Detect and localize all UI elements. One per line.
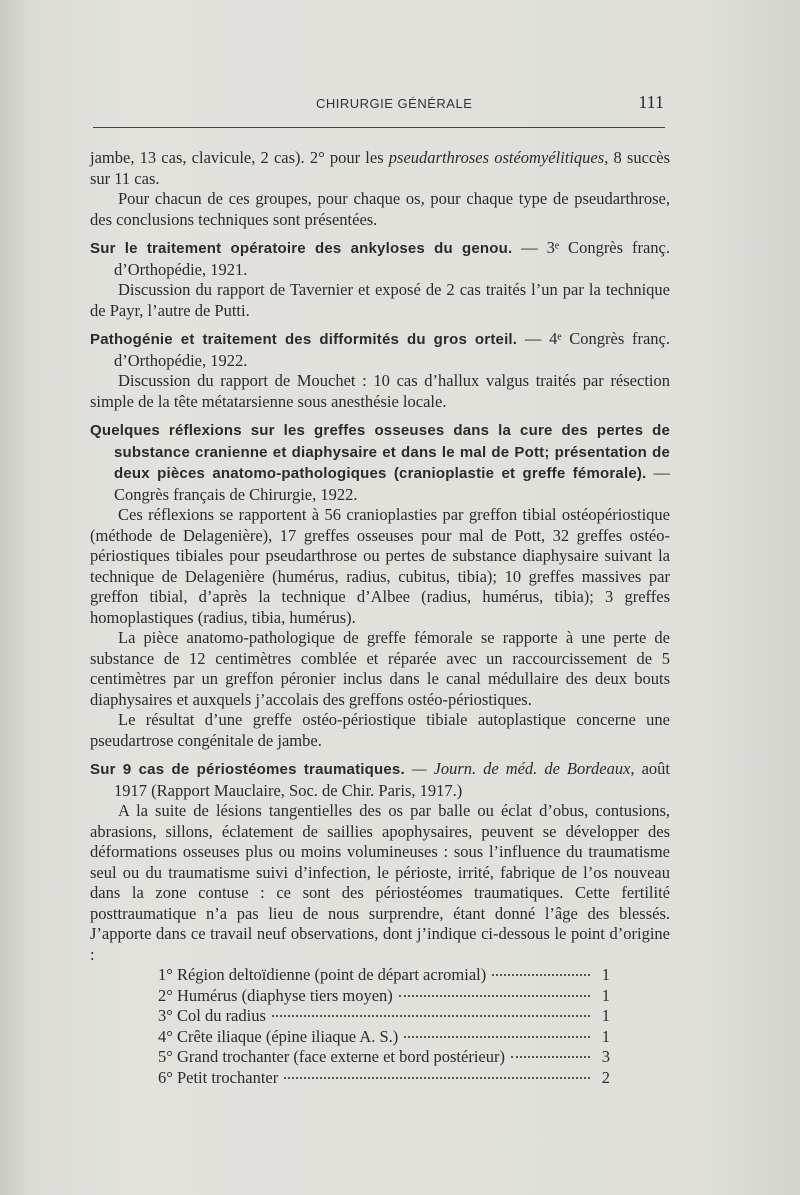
header-rule <box>93 127 665 128</box>
entry-gros-orteil <box>90 329 670 412</box>
entry-heading <box>90 329 670 371</box>
entry-title: Sur le traitement opératoire des ankyloses du genou. <box>90 240 513 257</box>
running-title: CHIRURGIE GÉNÉRALE <box>316 96 473 111</box>
entry-heading <box>90 238 670 280</box>
list-item: 6° Petit trochanter 2 <box>158 1067 610 1087</box>
page-header <box>90 92 670 116</box>
entry-periosteomes <box>90 759 670 1088</box>
list-item: 5° Grand trochanter (face externe et bord postérieur) 3 <box>158 1047 610 1066</box>
list-item: 4° Crête iliaque (épine iliaque A. S.) 1 <box>158 1026 610 1046</box>
entry-source: — Congrès français de Chirurgie, 1922. <box>114 463 670 504</box>
entry-heading <box>90 759 670 801</box>
entry-source: — 3ᵉ Congrès franç. d’Orthopédie, 1921. <box>114 238 670 279</box>
entry-paragraph: Le résultat d’une greffe ostéo-périostique tibiale autoplastique concerne une pseudartrose congénitale de jambe. <box>90 710 670 750</box>
entry-journal: — Journ. de méd. de Bordeaux, <box>404 759 635 778</box>
entry-source: août 1917 (Rapport Mauclaire, Soc. de Chir. Paris, 1917.) <box>114 759 670 800</box>
continuation-text: jambe, 13 cas, clavicule, 2 cas). 2° pour les pseudarthroses ostéomyélitiques, 8 succès sur 11 cas. <box>90 148 670 188</box>
list-item: 1° Région deltoïdienne (point de départ acromial) 1 <box>158 965 610 984</box>
entry-title: Sur 9 cas de périostéomes traumatiques. <box>90 761 405 778</box>
entry-ankyloses <box>90 238 670 321</box>
page-number: 111 <box>638 92 664 112</box>
entry-body: A la suite de lésions tangentielles des os par balle ou éclat d’obus, contusions, abrasions, sillons, éclatement de saillies apophysaires, peuvent se développer des déformations osseuses plus ou moins volumineuses : sous l’influence du traumatisme seul ou du traumatisme suivi d’infection, le périoste, irrité, fabrique de l’os nouveau dans la zone contuse : ce sont des périostéomes traumatiques. Cette fertilité posttraumatique n’a pas lieu de nous surprendre, étant donné l’âge des blessés. J’apporte dans ce travail neuf observations, dont j’indique ci-dessous le point d’origine : <box>90 801 670 964</box>
entry-title: Pathogénie et traitement des difformités du gros orteil. <box>90 331 518 348</box>
entry-greffes <box>90 420 670 751</box>
entry-body: Discussion du rapport de Mouchet : 10 cas d’hallux valgus traités par résection simple de la tête métatarsienne sous anesthésie locale. <box>90 371 670 411</box>
entry-title: Quelques réflexions sur les greffes osseuses dans la cure des pertes de substance cranienne et diaphysaire et dans le mal de Pott; présentation de deux pièces anatomo-pathologiques (cranioplastie et greffe fémorale). <box>90 422 670 482</box>
entry-body: Discussion du rapport de Tavernier et exposé de 2 cas traités l’un par la technique de Payr, l’autre de Putti. <box>90 280 670 320</box>
list-item: 3° Col du radius 1 <box>158 1006 610 1025</box>
entry-source: — 4ᵉ Congrès franç. d’Orthopédie, 1922. <box>114 329 670 370</box>
entry-heading <box>90 420 670 505</box>
page-body <box>90 148 670 1088</box>
origin-list <box>158 965 610 1088</box>
entry-paragraph: La pièce anatomo-pathologique de greffe fémorale se rapporte à une perte de substance de 12 centimètres comblée et réparée avec un raccourcissement de 5 centimètres par un greffon péronier inclus dans le canal médullaire des deux bouts diaphysaires et auxquels j’accolais des greffons ostéo-périostiques. <box>90 628 670 709</box>
intro-paragraph: Pour chacun de ces groupes, pour chaque os, pour chaque type de pseudarthrose, des conclusions techniques sont présentées. <box>90 189 670 229</box>
entry-paragraph: Ces réflexions se rapportent à 56 cranioplasties par greffon tibial ostéopériostique (méthode de Delagenière), 17 greffes osseuses pour mal de Pott, 32 greffes ostéo-périostiques tibiales pour pseudarthrose ou pertes de substance diaphysaire suivant la technique de Delagenière (humérus, radius, cubitus, tibia); 10 greffes massives par greffon tibial, d’après la technique d’Albee (radius, humérus, tibia); 3 greffes homoplastiques (radius, tibia, humérus). <box>90 505 670 627</box>
list-item: 2° Humérus (diaphyse tiers moyen) 1 <box>158 985 610 1005</box>
